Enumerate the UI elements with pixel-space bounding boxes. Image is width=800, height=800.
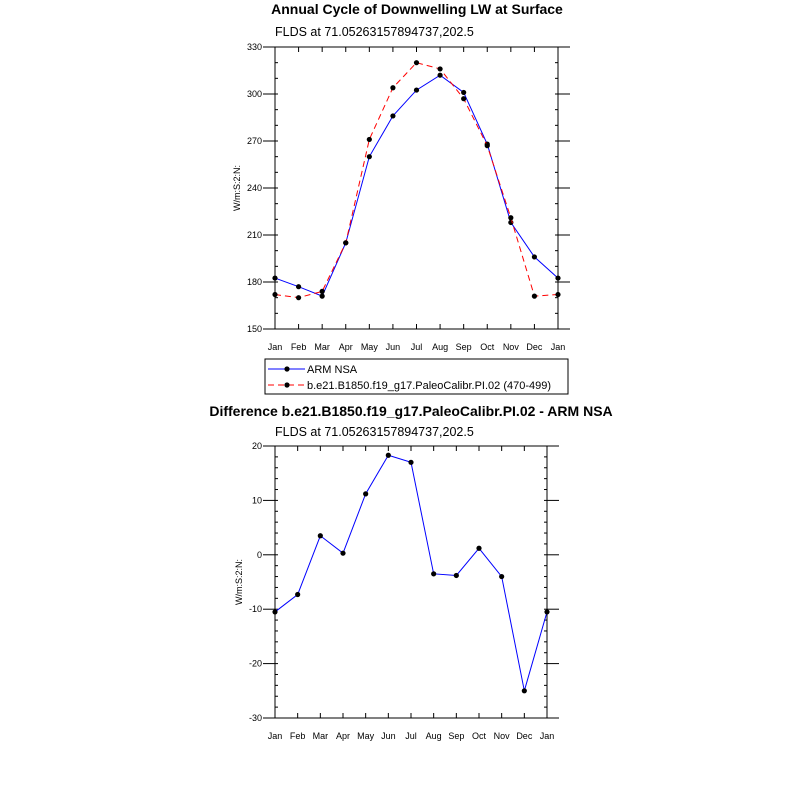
legend-label-arm-nsa: ARM NSA [307,364,358,376]
x-tick-label: Nov [502,342,519,352]
data-point [367,137,372,142]
panel-annual-cycle [232,1,570,394]
y-tick-label: 210 [246,230,262,240]
x-tick-label: Jun [385,342,401,352]
y-tick-label: 0 [256,549,262,560]
x-tick-label: Jul [405,731,417,741]
series-group [272,453,549,694]
data-point [386,453,391,458]
x-tick-label: May [360,342,378,352]
chart-title: Difference b.e21.B1850.f19_g17.PaleoCalibr.PI.02 - ARM NSA [209,403,613,419]
data-point [296,284,301,289]
data-point [320,289,325,294]
series-line-0 [275,455,547,691]
x-tick-label: Dec [526,342,543,352]
x-tick-label: Jul [410,342,423,352]
data-point [555,292,560,297]
y-tick-label: 20 [251,441,262,451]
data-point [437,66,442,71]
data-point [532,254,537,259]
data-point [508,215,513,220]
data-point [522,688,527,693]
y-axis-label: W/m:S:2:N: [232,164,242,212]
data-point [318,533,323,538]
x-tick-label: Sep [448,731,465,741]
x-tick-label: Apr [335,731,351,741]
y-tick-label: 330 [246,42,262,52]
x-tick-label: Aug [432,342,449,352]
y-tick-label: 300 [246,89,262,99]
data-point [363,491,368,496]
x-tick-label: Jan [267,731,283,741]
y-axis-label: W/m:S:2:N: [234,558,244,606]
x-tick-label: Jan [539,731,555,741]
data-point [272,292,277,297]
y-tick-label: -30 [248,713,262,723]
data-point [390,85,395,90]
data-point [499,574,504,579]
y-tick-label: 150 [246,324,262,334]
data-point [437,73,442,78]
data-point [295,592,300,597]
data-point [272,609,277,614]
data-point [414,87,419,92]
axis-ticks [247,42,570,352]
y-tick-label: -10 [248,604,262,615]
data-point [343,240,348,245]
x-tick-label: Oct [480,342,495,352]
series-line-1 [275,63,558,298]
x-tick-label: May [357,731,375,741]
data-point [272,275,277,280]
data-point [367,154,372,159]
x-tick-label: Mar [314,342,330,352]
data-point [485,143,490,148]
series-group [272,60,560,300]
x-tick-label: Feb [289,731,306,741]
x-tick-label: Jan [267,342,283,352]
chart-title: Annual Cycle of Downwelling LW at Surface [271,1,563,17]
x-tick-label: Dec [516,731,533,741]
y-tick-label: 270 [246,136,262,146]
data-point [296,295,301,300]
chart-subtitle: FLDS at 71.05263157894737,202.5 [275,25,474,39]
data-point [544,609,549,614]
data-point [476,546,481,551]
data-point [414,60,419,65]
data-point [454,573,459,578]
data-point [461,96,466,101]
x-tick-label: Mar [312,731,329,741]
data-point [340,551,345,556]
x-tick-label: Feb [290,342,307,352]
legend [265,359,568,394]
axis-ticks [249,441,559,741]
data-point [408,460,413,465]
data-point [320,294,325,299]
panel-difference [209,403,612,741]
y-tick-label: -20 [248,658,262,669]
legend-marker-arm-nsa [284,366,289,371]
data-point [431,571,436,576]
y-tick-label: 180 [246,277,262,287]
y-tick-label: 10 [251,495,262,506]
series-line-0 [275,75,558,296]
x-tick-label: Jun [381,731,396,741]
y-tick-label: 240 [246,183,262,193]
data-point [532,294,537,299]
x-tick-label: Sep [455,342,472,352]
x-tick-label: Jan [550,342,566,352]
x-tick-label: Nov [493,731,510,741]
chart-subtitle: FLDS at 71.05263157894737,202.5 [275,425,474,439]
plot-frame [275,446,547,718]
data-point [390,113,395,118]
data-point [461,90,466,95]
x-tick-label: Apr [338,342,353,352]
legend-label-model: b.e21.B1850.f19_g17.PaleoCalibr.PI.02 (470-499) [307,380,552,392]
data-point [555,275,560,280]
legend-marker-model [284,382,289,387]
x-tick-label: Aug [425,731,442,741]
x-tick-label: Oct [471,731,487,741]
